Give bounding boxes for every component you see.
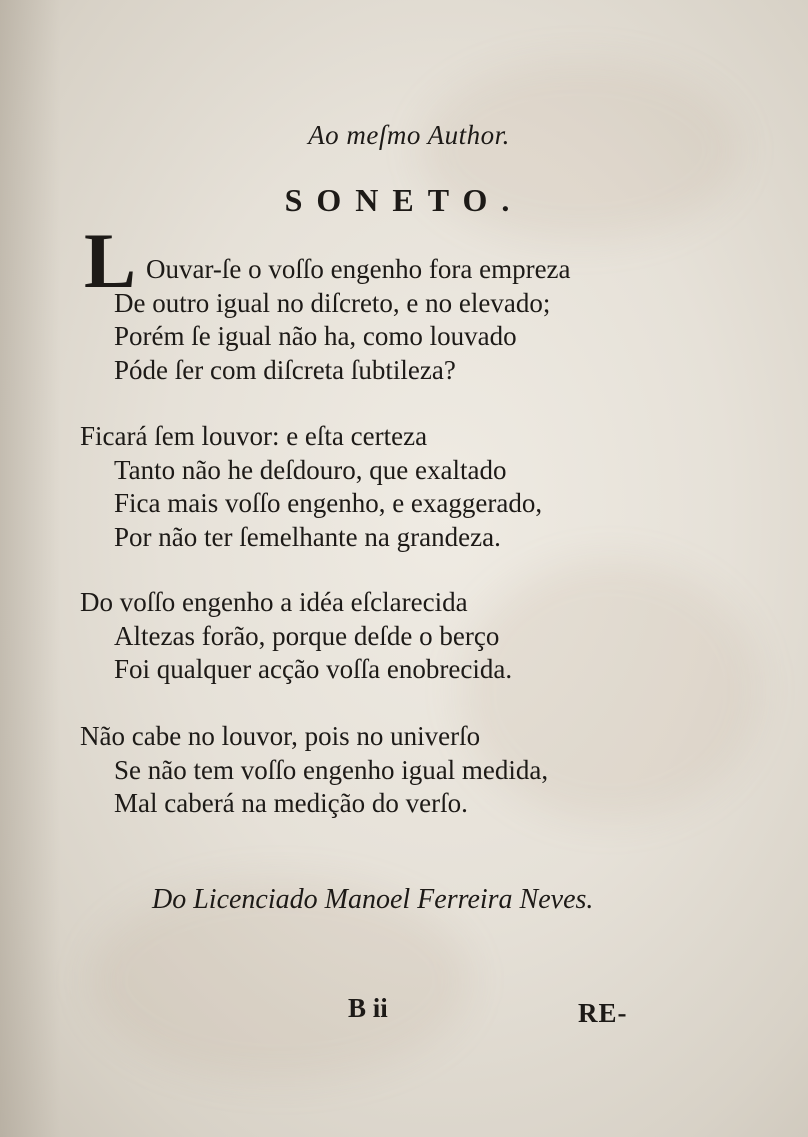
- verse-line: Fica mais voſſo engenho, e exaggerado,: [114, 488, 543, 518]
- poem-title: SONETO.: [284, 182, 524, 218]
- stanza-1: [80, 253, 571, 387]
- verse-line: Porém ſe igual não ha, como louvado: [114, 321, 517, 351]
- verse-line: Mal caberá na medição do verſo.: [114, 788, 468, 818]
- verse-line: De outro igual no diſcreto, e no elevado;: [114, 287, 551, 318]
- verse-line: Póde ſer com diſcreta ſubtileza?: [114, 354, 456, 385]
- verse-line: Não cabe no louvor, pois no univerſo: [80, 721, 481, 751]
- catchword: RE-: [578, 998, 628, 1028]
- stanza-2: [80, 420, 542, 554]
- dedication-heading: Ao meſmo Author.: [308, 120, 510, 150]
- verse-line: Do voſſo engenho a idéa eſclarecida: [80, 587, 468, 617]
- signature-mark: B ii: [348, 993, 388, 1023]
- verse-line: Foi qualquer acção voſſa enobrecida.: [114, 654, 513, 684]
- stanza-4: [80, 720, 548, 821]
- verse-line: Tanto não he deſdouro, que exaltado: [114, 454, 507, 485]
- verse-line: Por não ter ſemelhante na grandeza.: [114, 521, 501, 552]
- author-signature: Do Licenciado Manoel Ferreira Neves.: [152, 884, 594, 915]
- stanza-3: [80, 586, 512, 687]
- verse-line: Altezas forão, porque deſde o berço: [114, 620, 500, 651]
- verse-line: Ficará ſem louvor: e eſta certeza: [80, 421, 428, 451]
- verse-line: Ouvar-ſe o voſſo engenho fora empreza: [146, 254, 571, 284]
- drop-cap: L: [84, 217, 137, 304]
- verse-line: Se não tem voſſo engenho igual medida,: [114, 754, 549, 785]
